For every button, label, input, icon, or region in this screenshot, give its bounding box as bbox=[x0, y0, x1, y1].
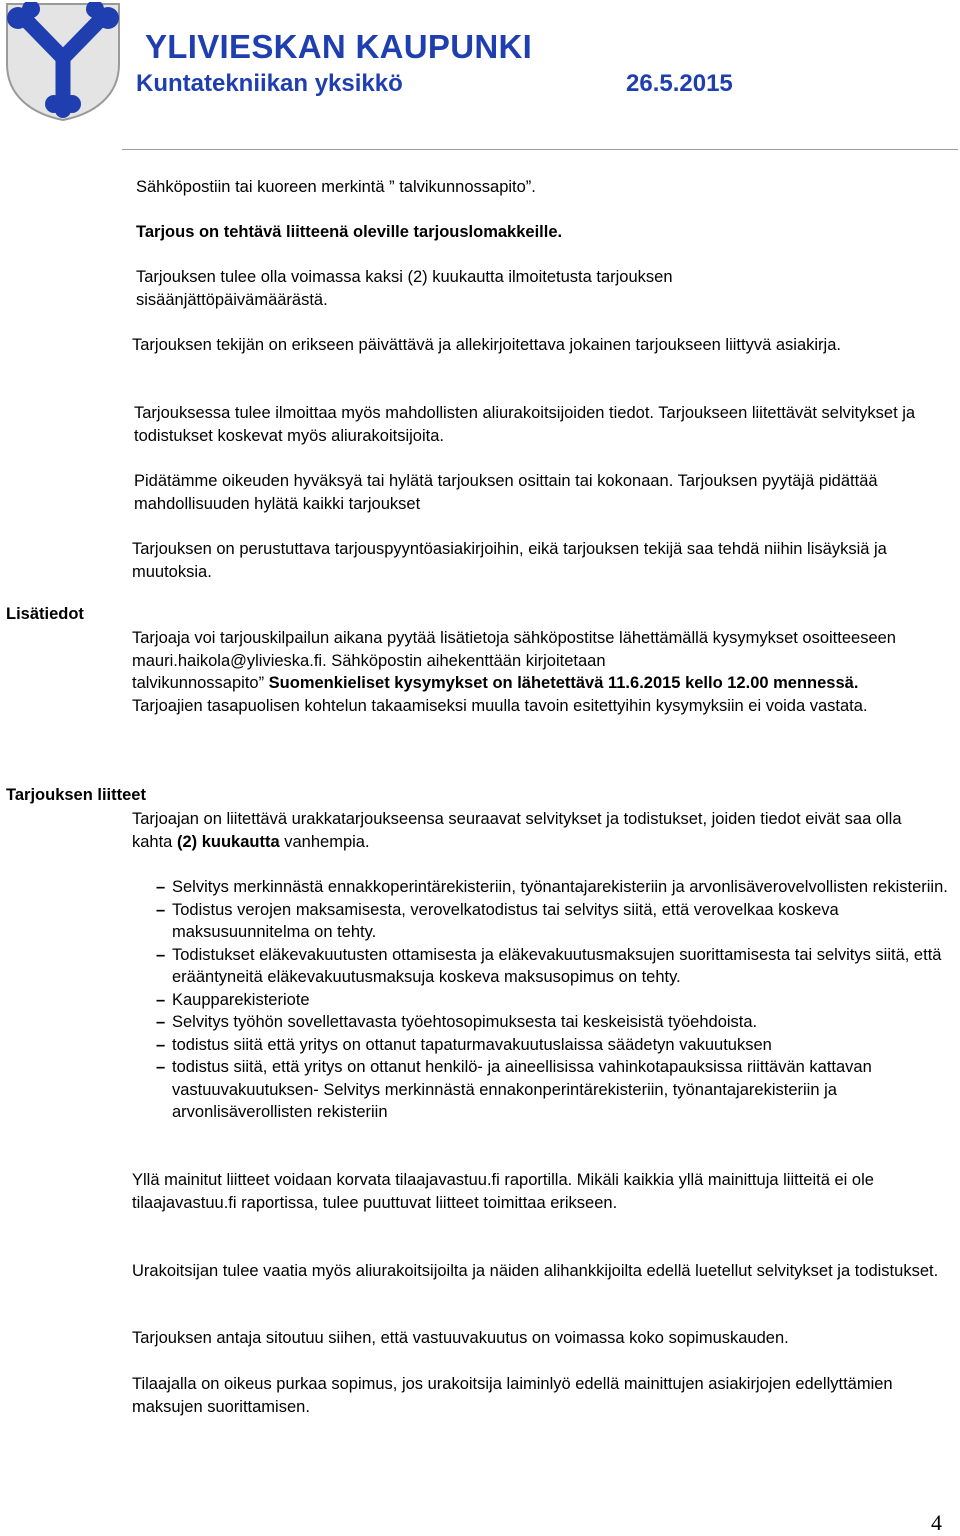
paragraph-subcontractor-docs: Urakoitsijan tulee vaatia myös aliurakoitsijoilta ja näiden alihankkijoilta edellä luetellut selvitykset ja todistukset. bbox=[132, 1262, 939, 1280]
liitteet-intro-age: (2) kuukautta bbox=[176, 832, 280, 851]
paragraph-validity: Tarjouksen tulee olla voimassa kaksi (2) kuukautta ilmoitetusta tarjouksen sisäänjättöpäivämäärästä. bbox=[136, 268, 673, 309]
list-item: – todistus siitä että yritys on ottanut tapaturmavakuutuslaissa säädetyn vakuutuksen bbox=[156, 1034, 956, 1057]
list-item: – Selvitys merkinnästä ennakkoperintärekisteriin, työnantajarekisteriin ja arvonlisäverovelvollisten rekisteriin. bbox=[156, 876, 956, 899]
header-divider bbox=[122, 149, 958, 150]
paragraph-termination: Tilaajalla on oikeus purkaa sopimus, jos urakoitsija laiminlyö edellä mainittujen asiakirjojen edellyttämien maksujen suorittamisen. bbox=[132, 1375, 893, 1416]
city-crest-logo bbox=[4, 2, 122, 122]
list-item: – todistus siitä, että yritys on ottanut henkilö- ja aineellisissa vahinkotapauksissa riittävän kattavan vastuuvakuutuksen- Selvitys merkinnästä ennakonperintärekisteriin, työnantajarekisteriin ja arvonlisäverollisten rekisteriin bbox=[156, 1056, 956, 1124]
organization-name: YLIVIESKAN KAUPUNKI bbox=[145, 28, 533, 65]
paragraph-based-on: Tarjouksen on perustuttava tarjouspyyntöasiakirjoihin, eikä tarjouksen tekijä saa tehdä niihin lisäyksiä ja muutoksia. bbox=[132, 540, 887, 581]
attachment-list bbox=[156, 876, 956, 1124]
paragraph-attachment-form: Tarjous on tehtävä liitteenä oleville tarjouslomakkeille. bbox=[136, 223, 563, 241]
paragraph-marking: Sähköpostiin tai kuoreen merkintä ” talvikunnossapito”. bbox=[136, 178, 536, 196]
list-item: – Selvitys työhön sovellettavasta työehtosopimuksesta tai keskeisistä työehdoista. bbox=[156, 1011, 956, 1034]
list-item: – Todistus verojen maksamisesta, verovelkatodistus tai selvitys siitä, että verovelkaa koskeva maksusuunnitelma on tehty. bbox=[156, 899, 956, 944]
liitteet-intro-part1: Tarjoajan on liitettävä urakkatarjoukseensa seuraavat selvitykset ja todistukset, joiden tiedot eivät saa olla kahta bbox=[132, 810, 902, 851]
document-date: 26.5.2015 bbox=[626, 70, 733, 97]
paragraph-subcontractors: Tarjouksessa tulee ilmoittaa myös mahdollisten aliurakoitsijoiden tiedot. Tarjoukseen liitettävät selvitykset ja todistukset koskevat myös aliurakoitsijoita. bbox=[134, 404, 916, 445]
paragraph-sign: Tarjouksen tekijän on erikseen päivättävä ja allekirjoitettava jokainen tarjoukseen liittyvä asiakirja. bbox=[132, 336, 841, 354]
lisatiedot-intro: Tarjoaja voi tarjouskilpailun aikana pyytää lisätietoja sähköpostitse lähettämällä kysymykset osoitteeseen mauri.haikola@ylivieska.fi. Sähköpostin aihekenttään kirjoitetaan bbox=[132, 629, 896, 670]
paragraph-rights: Pidätämme oikeuden hyväksyä tai hylätä tarjouksen osittain tai kokonaan. Tarjouksen pyytäjä pidättää mahdollisuuden hylätä kaikki tarjoukset bbox=[134, 472, 878, 513]
list-item: – Todistukset eläkevakuutusten ottamisesta ja eläkevakuutusmaksujen suorittamisesta tai selvitys siitä, että erääntyneitä eläkevakuutusmaksuja koskeva maksusopimus on tehty. bbox=[156, 944, 956, 989]
page-number: 4 bbox=[931, 1510, 942, 1535]
paragraph-insurance: Tarjouksen antaja sitoutuu siihen, että vastuuvakuutus on voimassa koko sopimuskauden. bbox=[132, 1329, 789, 1347]
unit-name: Kuntatekniikan yksikkö bbox=[136, 70, 403, 97]
section-label-lisatiedot: Lisätiedot bbox=[6, 605, 84, 623]
email-subject: talvikunnossapito” bbox=[132, 674, 265, 692]
equality-note: Tarjoajien tasapuolisen kohtelun takaamiseksi muulla tavoin esitettyihin kysymyksiin ei voida vastata. bbox=[132, 696, 868, 715]
liitteet-intro-part2: vanhempia. bbox=[284, 832, 370, 851]
questions-deadline: Suomenkieliset kysymykset on lähetettävä 11.6.2015 kello 12.00 mennessä. bbox=[268, 674, 859, 692]
section-label-liitteet: Tarjouksen liitteet bbox=[6, 786, 146, 804]
lisatiedot-section bbox=[132, 627, 942, 717]
paragraph-tilaajavastuu: Yllä mainitut liitteet voidaan korvata tilaajavastuu.fi raportilla. Mikäli kaikkia yllä mainittuja liitteitä ei ole tilaajavastuu.fi raportissa, tulee puuttuvat liitteet toimittaa erikseen. bbox=[132, 1171, 874, 1212]
list-item: – Kaupparekisteriote bbox=[156, 989, 956, 1012]
liitteet-intro bbox=[132, 808, 942, 853]
